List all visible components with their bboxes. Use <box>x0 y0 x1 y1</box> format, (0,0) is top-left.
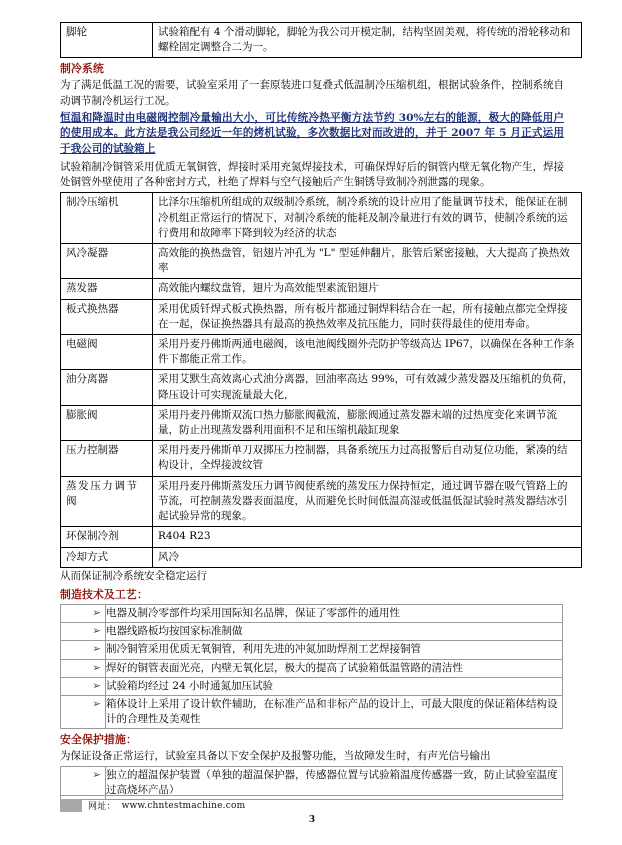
page-footer <box>60 795 564 825</box>
table-cell-value: 采用丹麦丹佛斯两通电磁阀，该电池阀线圈外壳防护等级高达 IP67，以确保在各种工作条件下都能正常工作。 <box>153 335 582 370</box>
refrigeration-closing-line: 从而保证制冷系统安全稳定运行 <box>60 569 207 582</box>
table-cell-value: 高效能内螺纹盘管，翅片为高效能型素流铝翅片 <box>153 279 582 299</box>
list-item-text: 电器及制冷零部件均采用国际知名品牌，保证了零部件的通用性 <box>106 604 563 622</box>
table-cell-key: 膨胀阀 <box>61 405 153 440</box>
table-cell-value: 高效能的换热盘管，铝翅片冲孔为 "L" 型延伸翻片，胀管后紧密接触，大大提高了换热效率 <box>153 244 582 279</box>
table-row <box>61 279 582 299</box>
table-row <box>61 370 582 405</box>
bullet-arrow-icon: ➢ <box>61 695 106 728</box>
list-item <box>61 641 563 659</box>
table-row <box>61 193 582 244</box>
table-cell-key: 电磁阀 <box>61 335 153 370</box>
table-cell-value: 采用丹麦丹佛斯单刀双掷压力控制器，具备系统压力过高报警后自动复位功能，紧凑的结构设计，全焊接波纹管 <box>153 441 582 476</box>
bullet-arrow-icon: ➢ <box>61 766 106 799</box>
refrigeration-components-table <box>60 192 582 567</box>
list-item <box>61 677 563 695</box>
table-row <box>61 23 582 58</box>
table-row <box>61 405 582 440</box>
table-cell-key: 蒸发器 <box>61 279 153 299</box>
table-cell-key: 风冷凝器 <box>61 244 153 279</box>
list-item <box>61 695 563 728</box>
safety-intro-paragraph: 为保证设备正常运行，试验室具备以下安全保护及报警功能，当故障发生时，有声光信号输出 <box>60 750 491 763</box>
footer-divider <box>60 795 564 796</box>
table-cell-value: 采用丹麦丹佛斯蒸发压力调节阀使系统的蒸发压力保持恒定，通过调节器在吸气管路上的节流，可控制蒸发器表面温度，从而避免长时间低温高湿或低温低湿试验时蒸发器结冰引起试验异常的现象。 <box>153 476 582 527</box>
table-row <box>61 527 582 547</box>
bullet-arrow-icon: ➢ <box>61 604 106 622</box>
table-cell-key: 压力控制器 <box>61 441 153 476</box>
bullet-arrow-icon: ➢ <box>61 659 106 677</box>
table-row <box>61 335 582 370</box>
table-cell-key: 脚轮 <box>61 23 153 58</box>
refrigeration-paragraph-1: 为了满足低温工况的需要，试验室采用了一套原装进口复叠式低温制冷压缩机组，根据试验条件，控制系统自动调节制冷机运行工况。 <box>60 79 564 107</box>
table-cell-key: 冷却方式 <box>61 547 153 567</box>
table-cell-value: 采用优质钎焊式板式换热器，所有板片都通过铜焊料结合在一起，所有接触点都完全焊接在一起，保证换热器具有最高的换热效率及抗压能力，同时获得最佳的使用寿命。 <box>153 299 582 334</box>
table-cell-value: 采用丹麦丹佛斯双流口热力膨胀阀截流，膨胀阀通过蒸发器末端的过热度变化来调节流量，防止出现蒸发器利用面积不足和压缩机敲缸现象 <box>153 405 582 440</box>
bullet-arrow-icon: ➢ <box>61 677 106 695</box>
section-heading-manufacturing: 制造技术及工艺： <box>60 587 148 601</box>
manufacturing-bullet-list <box>60 604 563 729</box>
table-cell-value: 比泽尔压缩机所组成的双级制冷系统，制冷系统的设计应用了能量调节技术，能保证在制冷机组正常运行的情况下，对制冷系统的能耗及制冷量进行有效的调节，使制冷系统的运行费用和故障率下降到较为经济的状态 <box>153 193 582 244</box>
refrigeration-highlight-paragraph: 恒温和降温时由电磁阀控制冷量输出大小，可比传统冷热平衡方法节约 30%左右的能源，极大的降低用户的使用成本。此方法是我公司经近一年的烤机试验，多次数据比对而改进的，并于 2007 年 5 月正式运用于我公司的试验箱上 <box>60 111 564 155</box>
table-cell-value: 采用艾默生高效离心式油分离器，回油率高达 99%，可有效减少蒸发器及压缩机的负荷，降压设计可实现流量最大化， <box>153 370 582 405</box>
list-item-text: 独立的超温保护装置（单独的超温保护器，传感器位置与试验箱温度传感器一致，防止试验室温度过高烧坏产品） <box>106 766 563 799</box>
table-cell-key: 环保制冷剂 <box>61 527 153 547</box>
table-row <box>61 299 582 334</box>
page-number: 3 <box>308 815 316 825</box>
caster-spec-table <box>60 22 582 58</box>
table-row <box>61 547 582 567</box>
list-item <box>61 623 563 641</box>
table-cell-value: R404 R23 <box>153 527 582 547</box>
table-cell-value: 试验箱配有 4 个滑动脚轮，脚轮为我公司开模定制，结构坚固美观，将传统的滑轮移动和螺栓固定调整合二为一。 <box>153 23 582 58</box>
list-item-text: 制冷铜管采用优质无氧铜管，利用先进的冲氮加助焊剂工艺焊接铜管 <box>106 641 563 659</box>
list-item <box>61 604 563 622</box>
footer-website-label: 网址： <box>88 802 116 812</box>
list-item-text: 焊好的铜管表面光亮，内壁无氧化层，极大的提高了试验箱低温管路的清洁性 <box>106 659 563 677</box>
bullet-arrow-icon: ➢ <box>61 641 106 659</box>
list-item-text: 试验箱均经过 24 小时通氮加压试验 <box>106 677 563 695</box>
table-cell-key: 制冷压缩机 <box>61 193 153 244</box>
list-item-text: 电器线路板均按国家标准制做 <box>106 623 563 641</box>
table-cell-key: 蒸发压力调节阀 <box>61 476 153 527</box>
bullet-arrow-icon: ➢ <box>61 623 106 641</box>
table-row <box>61 441 582 476</box>
table-row <box>61 476 582 527</box>
section-heading-refrigeration: 制冷系统 <box>60 62 104 76</box>
list-item <box>61 659 563 677</box>
list-item-text: 箱体设计上采用了设计软件辅助，在标准产品和非标产品的设计上，可最大限度的保证箱体结构设计的合理性及美观性 <box>106 695 563 728</box>
footer-contact-line <box>60 799 564 812</box>
table-cell-key: 油分离器 <box>61 370 153 405</box>
section-heading-safety: 安全保护措施： <box>60 733 137 747</box>
company-logo-placeholder-icon <box>60 799 82 812</box>
footer-website-url[interactable]: www.chntestmachine.com <box>121 800 246 811</box>
table-cell-key: 板式换热器 <box>61 299 153 334</box>
table-cell-value: 风冷 <box>153 547 582 567</box>
table-row <box>61 244 582 279</box>
refrigeration-paragraph-2: 试验箱制冷铜管采用优质无氧铜管，焊接时采用充氮焊接技术，可确保焊好后的铜管内壁无氧化物产生，焊接处铜管外壁使用了各种密封方式，杜绝了焊料与空气接触后产生铜锈导致制冷剂泄露的现象。 <box>60 161 564 189</box>
